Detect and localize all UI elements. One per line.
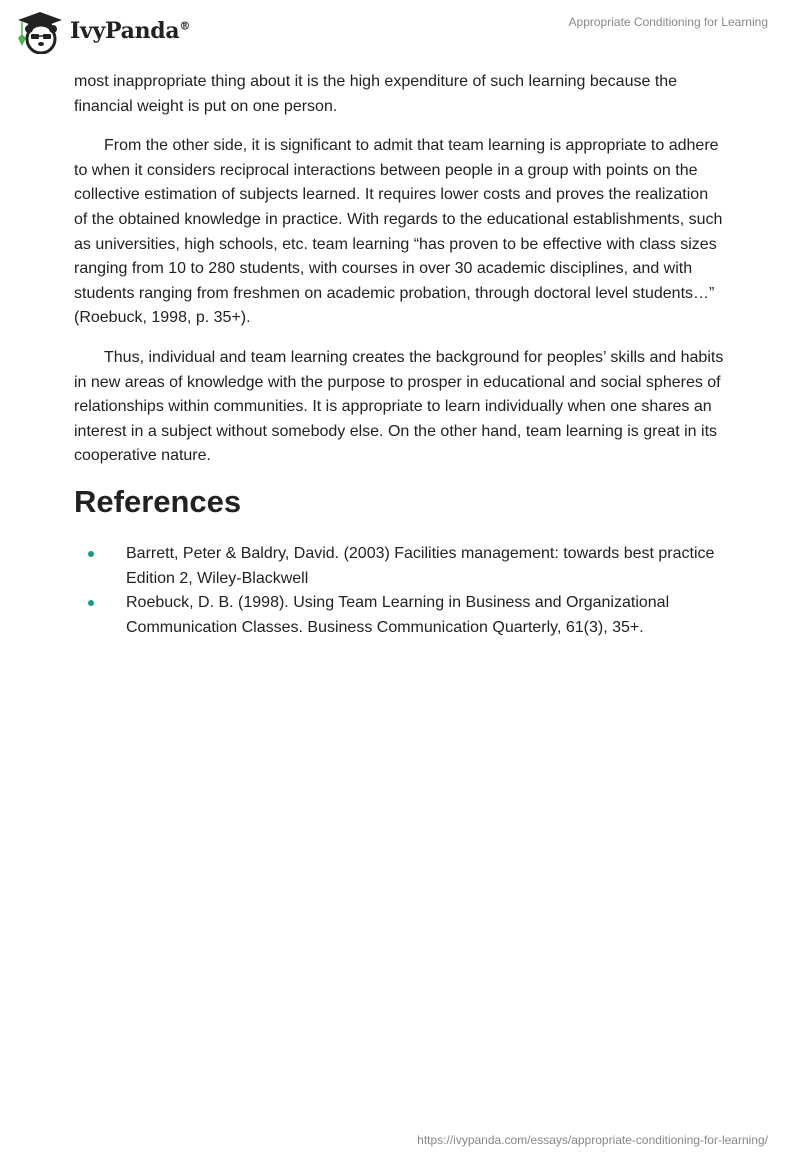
brand-name: IvyPanda — [70, 18, 180, 44]
document-title: Appropriate Conditioning for Learning — [568, 15, 768, 29]
page-header — [0, 0, 800, 70]
reference-text: Barrett, Peter & Baldry, David. (2003) Facilities management: towards best practice Edition 2, Wiley-Blackwell — [126, 544, 715, 587]
paragraph: most inappropriate thing about it is the high expenditure of such learning because the financial weight is put on one person. — [74, 73, 678, 115]
reference-text: Roebuck, D. B. (1998). Using Team Learning in Business and Organizational Communication Classes. Business Communication Quarterly, 61(3), 35+. — [126, 594, 670, 636]
references-list — [74, 542, 724, 640]
paragraph: Thus, individual and team learning creates the background for peoples’ skills and habits in new areas of knowledge with the purpose to prosper in educational and social spheres of relationships within communities. It is appropriate to learn individually when one shares an interest in a subject without somebody else. On the other hand, team learning is great in its cooperative nature. — [74, 348, 724, 465]
registered-mark: ® — [179, 19, 191, 33]
reference-item — [126, 542, 724, 591]
essay-content — [74, 70, 724, 640]
bullet-icon — [88, 600, 94, 606]
ivypanda-logo[interactable] — [14, 8, 190, 54]
references-heading: References — [74, 483, 242, 519]
bullet-icon — [88, 551, 94, 557]
paragraph: From the other side, it is significant to admit that team learning is appropriate to adhere to when it considers reciprocal interactions between people in a group with points on the collective estimation of subjects learned. It requires lower costs and proves the realization of the obtained knowledge in practice. With regards to the educational establishments, such as universities, high schools, etc. team learning “has proven to be effective with class sizes ranging from 10 to 280 students, with courses in over 30 academic disciplines, and with students ranging from freshmen on academic probation, through doctoral level students…” (Roebuck, 1998, p. 35+). — [74, 137, 723, 327]
reference-item — [126, 591, 724, 640]
footer-url[interactable]: https://ivypanda.com/essays/appropriate-conditioning-for-learning/ — [417, 1133, 768, 1147]
panda-graduate-icon — [14, 8, 64, 54]
